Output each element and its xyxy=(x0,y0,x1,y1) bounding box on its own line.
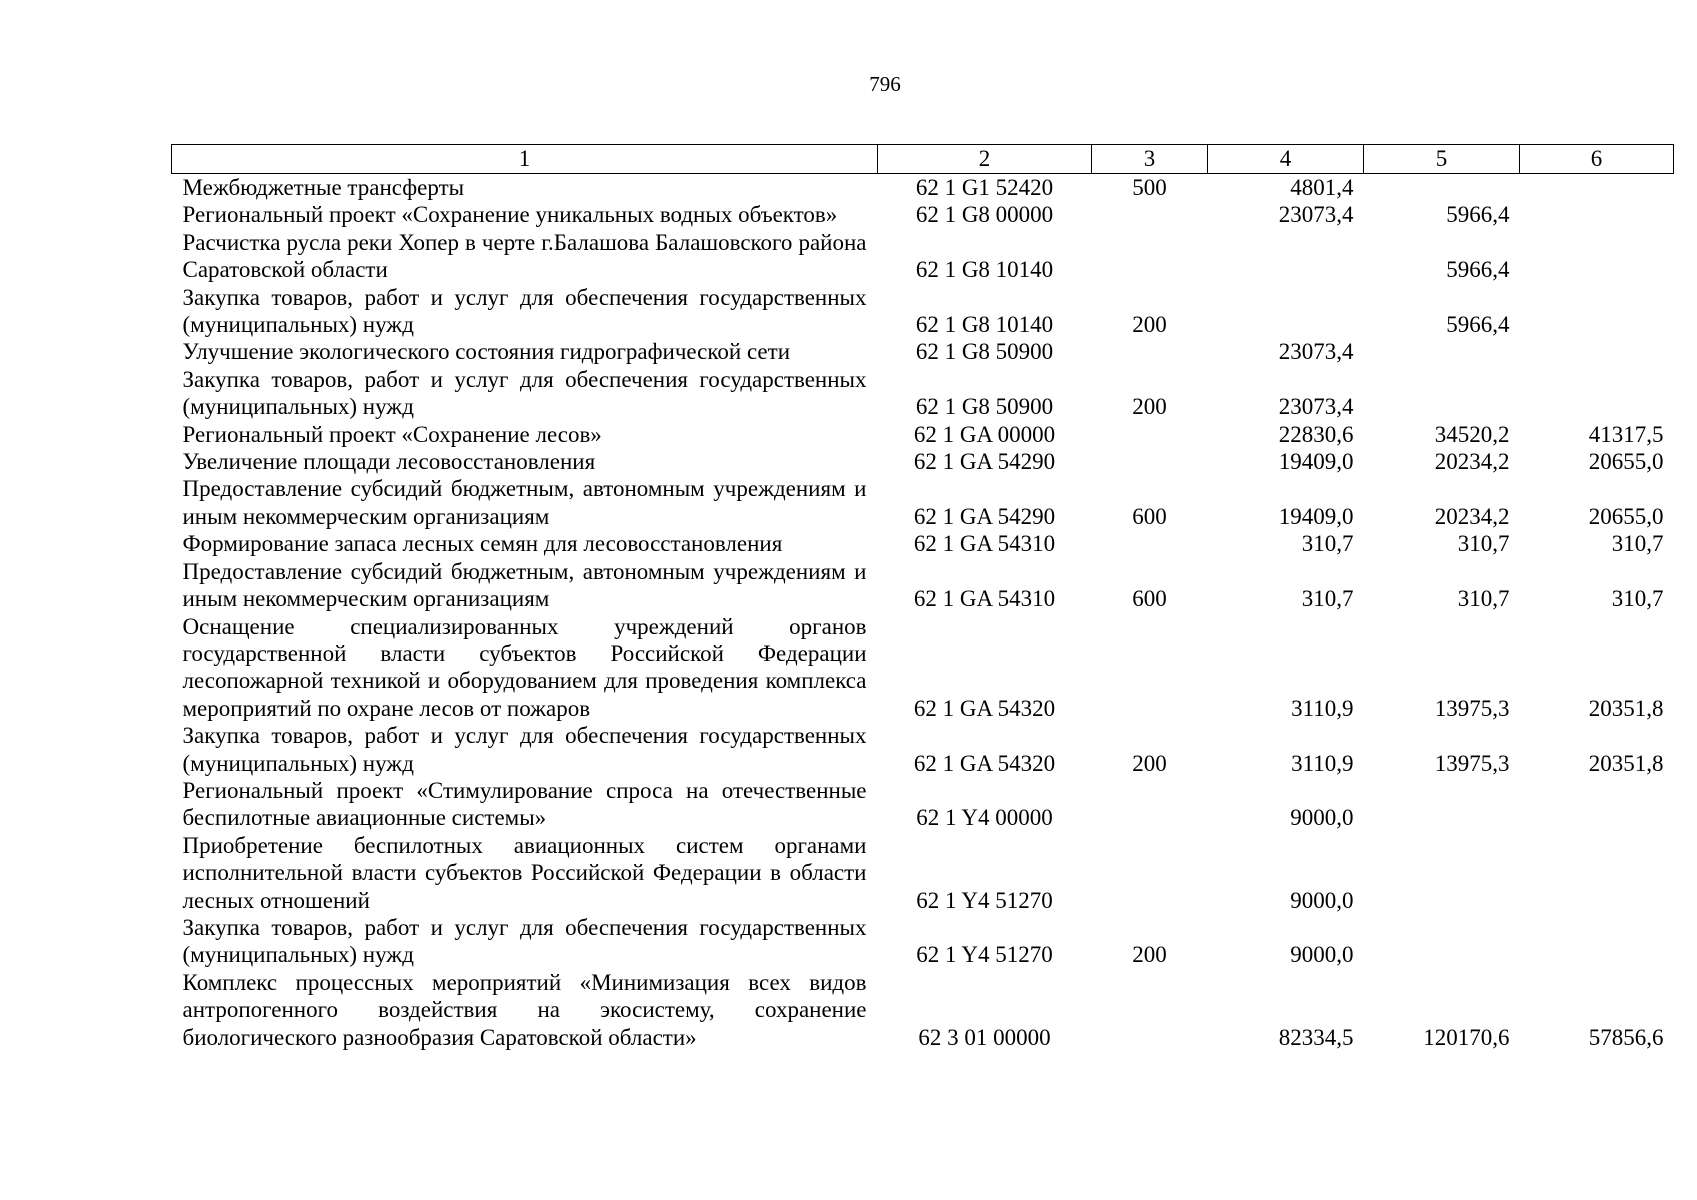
row-name: Увеличение площади лесовосстановления xyxy=(182,449,596,475)
row-value-4: 23073,4 xyxy=(1278,202,1354,228)
header-cell-4: 4 xyxy=(1208,145,1364,174)
row-name: Предоставление субсидий бюджетным, автономным учреждениям и иным некоммерческим организациям xyxy=(182,558,867,612)
row-value-6 xyxy=(1520,284,1674,339)
table-row xyxy=(172,174,1674,202)
table-row xyxy=(172,284,1674,339)
header-cell-3: 3 xyxy=(1092,145,1208,174)
row-code: 62 1 GA 00000 xyxy=(913,421,1056,447)
row-value-4: 3110,9 xyxy=(1291,695,1354,721)
table-row xyxy=(172,229,1674,284)
row-value-5 xyxy=(1364,174,1520,202)
row-value-4: 22830,6 xyxy=(1278,421,1354,447)
row-code: 62 1 Y4 51270 xyxy=(916,942,1053,968)
row-expense-type xyxy=(1092,613,1208,723)
row-code: 62 1 GA 54310 xyxy=(913,531,1056,557)
row-name: Улучшение экологического состояния гидрографической сети xyxy=(182,339,791,365)
table-body xyxy=(172,174,1674,1052)
row-value-5 xyxy=(1364,914,1520,969)
row-value-6 xyxy=(1520,777,1674,832)
row-value-5: 13975,3 xyxy=(1434,695,1510,721)
row-expense-type xyxy=(1092,201,1208,228)
row-code: 62 1 G1 52420 xyxy=(915,175,1054,200)
row-code: 62 1 G8 50900 xyxy=(915,339,1054,365)
budget-table xyxy=(171,144,1674,1051)
row-value-5: 310,7 xyxy=(1457,531,1510,557)
table-row xyxy=(172,832,1674,914)
row-value-6: 57856,6 xyxy=(1588,1024,1664,1050)
row-name: Формирование запаса лесных семян для лесовосстановления xyxy=(182,531,783,557)
row-value-6: 20351,8 xyxy=(1588,750,1664,776)
row-expense-type xyxy=(1092,338,1208,365)
row-expense-type xyxy=(1092,421,1208,448)
row-value-5: 5966,4 xyxy=(1446,257,1510,283)
row-value-6 xyxy=(1520,174,1674,202)
header-cell-2: 2 xyxy=(878,145,1092,174)
header-cell-5: 5 xyxy=(1364,145,1520,174)
row-expense-type xyxy=(1092,530,1208,557)
row-value-4: 3110,9 xyxy=(1291,750,1354,776)
table-row xyxy=(172,475,1674,530)
row-code: 62 3 01 00000 xyxy=(918,1024,1051,1050)
header-row xyxy=(172,145,1674,174)
row-value-5 xyxy=(1364,366,1520,421)
row-value-6: 20655,0 xyxy=(1588,449,1664,475)
row-value-4: 9000,0 xyxy=(1290,805,1354,831)
row-expense-type: 200 xyxy=(1132,312,1167,338)
row-value-4: 19409,0 xyxy=(1278,503,1354,529)
row-value-4: 9000,0 xyxy=(1290,942,1354,968)
row-name: Межбюджетные трансферты xyxy=(182,175,465,200)
row-expense-type xyxy=(1092,448,1208,475)
row-value-4: 23073,4 xyxy=(1278,394,1354,420)
row-name: Закупка товаров, работ и услуг для обеспечения государственных (муниципальных) нужд xyxy=(182,284,867,338)
header-cell-6: 6 xyxy=(1520,145,1674,174)
table-row xyxy=(172,338,1674,365)
table-row xyxy=(172,201,1674,228)
row-expense-type: 200 xyxy=(1132,750,1167,776)
row-name: Расчистка русла реки Хопер в черте г.Балашова Балашовского района Саратовской области xyxy=(182,229,867,283)
row-value-5: 20234,2 xyxy=(1434,449,1510,475)
table-row xyxy=(172,530,1674,557)
row-expense-type: 600 xyxy=(1132,586,1167,612)
table-row xyxy=(172,613,1674,723)
row-name: Региональный проект «Сохранение уникальных водных объектов» xyxy=(182,202,838,228)
row-value-4 xyxy=(1208,229,1364,284)
row-expense-type xyxy=(1092,969,1208,1051)
row-code: 62 1 GA 54290 xyxy=(913,449,1056,475)
table-row xyxy=(172,777,1674,832)
row-value-6: 310,7 xyxy=(1611,586,1664,612)
row-value-5: 120170,6 xyxy=(1423,1024,1510,1050)
table-row xyxy=(172,421,1674,448)
row-value-5 xyxy=(1364,777,1520,832)
row-code: 62 1 GA 54290 xyxy=(913,503,1056,529)
row-code: 62 1 GA 54320 xyxy=(913,695,1056,721)
row-name: Закупка товаров, работ и услуг для обеспечения государственных (муниципальных) нужд xyxy=(182,366,867,420)
row-value-5: 5966,4 xyxy=(1446,202,1510,228)
row-name: Региональный проект «Сохранение лесов» xyxy=(182,421,602,447)
row-value-4 xyxy=(1208,284,1364,339)
row-name: Региональный проект «Стимулирование спроса на отечественные беспилотные авиационные системы» xyxy=(182,777,867,831)
row-code: 62 1 G8 00000 xyxy=(915,202,1054,228)
row-expense-type xyxy=(1092,229,1208,284)
row-value-4: 19409,0 xyxy=(1278,449,1354,475)
row-value-6: 41317,5 xyxy=(1588,421,1664,447)
table-header xyxy=(172,145,1674,174)
table-row xyxy=(172,969,1674,1051)
table-row xyxy=(172,448,1674,475)
row-name: Предоставление субсидий бюджетным, автономным учреждениям и иным некоммерческим организациям xyxy=(182,476,867,529)
row-value-5: 20234,2 xyxy=(1434,503,1510,529)
row-value-4: 4801,4 xyxy=(1290,175,1354,200)
row-name: Оснащение специализированных учреждений органов государственной власти субъектов Российской Федерации лесопожарной техникой и оборудованием для проведения комплекса мероприятий по охране лесов от пожаров xyxy=(182,613,867,721)
row-value-6: 20351,8 xyxy=(1588,695,1664,721)
table-row xyxy=(172,558,1674,613)
row-value-6 xyxy=(1520,366,1674,421)
row-value-6: 310,7 xyxy=(1611,531,1664,557)
row-name: Приобретение беспилотных авиационных систем органами исполнительной власти субъектов Российской Федерации в области лесных отношений xyxy=(182,832,867,913)
row-code: 62 1 GA 54310 xyxy=(913,586,1056,612)
row-code: 62 1 G8 10140 xyxy=(915,312,1054,338)
row-value-6 xyxy=(1520,832,1674,914)
table-row xyxy=(172,366,1674,421)
row-name: Закупка товаров, работ и услуг для обеспечения государственных (муниципальных) нужд xyxy=(182,914,867,968)
table-row xyxy=(172,914,1674,969)
row-code: 62 1 G8 10140 xyxy=(915,257,1054,283)
row-value-4: 9000,0 xyxy=(1290,887,1354,913)
row-code: 62 1 GA 54320 xyxy=(913,750,1056,776)
row-value-4: 310,7 xyxy=(1301,586,1354,612)
row-value-5: 310,7 xyxy=(1457,586,1510,612)
row-value-4: 82334,5 xyxy=(1278,1024,1354,1050)
row-value-5: 34520,2 xyxy=(1434,421,1510,447)
row-value-4: 23073,4 xyxy=(1278,339,1354,365)
row-value-6 xyxy=(1520,914,1674,969)
row-name: Закупка товаров, работ и услуг для обеспечения государственных (муниципальных) нужд xyxy=(182,723,867,776)
row-code: 62 1 G8 50900 xyxy=(915,394,1054,420)
row-value-6 xyxy=(1520,201,1674,228)
row-expense-type: 200 xyxy=(1132,942,1167,968)
page-number: 796 xyxy=(869,72,901,96)
row-expense-type xyxy=(1092,777,1208,832)
row-code: 62 1 Y4 00000 xyxy=(916,805,1053,831)
row-value-5 xyxy=(1364,832,1520,914)
header-cell-1: 1 xyxy=(172,145,878,174)
row-code: 62 1 Y4 51270 xyxy=(916,887,1053,913)
row-value-5: 13975,3 xyxy=(1434,750,1510,776)
row-value-6 xyxy=(1520,229,1674,284)
row-value-6 xyxy=(1520,338,1674,365)
row-expense-type: 500 xyxy=(1132,175,1167,200)
row-expense-type: 200 xyxy=(1132,394,1167,420)
row-expense-type xyxy=(1092,832,1208,914)
row-value-5: 5966,4 xyxy=(1446,312,1510,338)
row-value-4: 310,7 xyxy=(1301,531,1354,557)
table-row xyxy=(172,722,1674,777)
row-value-5 xyxy=(1364,338,1520,365)
row-value-6: 20655,0 xyxy=(1588,503,1664,529)
row-expense-type: 600 xyxy=(1132,503,1167,529)
row-name: Комплекс процессных мероприятий «Минимизация всех видов антропогенного воздействия на экосистему, сохранение биологического разнообразия Саратовской области» xyxy=(182,969,867,1050)
